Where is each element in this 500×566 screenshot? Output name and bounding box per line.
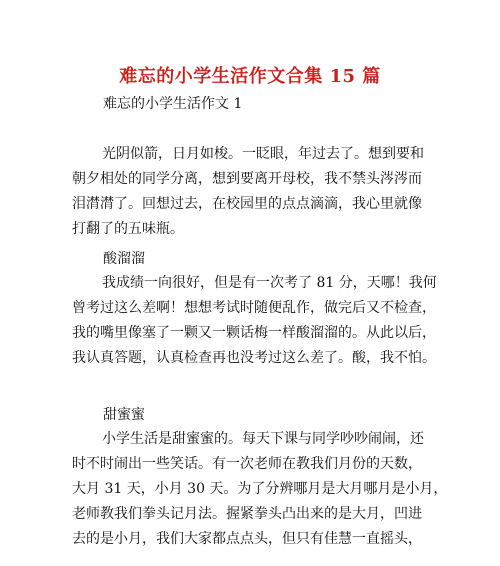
paragraph-1 xyxy=(72,142,432,242)
paragraph-2 xyxy=(72,271,437,371)
paragraph-line: 打翻了的五味瓶。 xyxy=(72,221,184,237)
paragraph-3 xyxy=(72,427,448,552)
paragraph-line: 我成绩一向很好，但是有一次考了 81 分，天哪！我何 xyxy=(102,275,437,291)
paragraph-line: 曾考过这么差啊！想想考试时随便乱作，做完后又不检查， xyxy=(72,300,436,316)
paragraph-line: 大月 31 天，小月 30 天。为了分辨哪月是大月哪月是小月， xyxy=(72,481,448,497)
document-title: 难忘的小学生活作文合集 15 篇 xyxy=(119,66,381,87)
paragraph-line: 光阴似箭，日月如梭。一眨眼，年过去了。想到要和 xyxy=(102,146,424,162)
section-heading-sweet: 甜蜜蜜 xyxy=(103,407,145,423)
paragraph-line: 小学生活是甜蜜蜜的。每天下课与同学吵吵闹闹，还 xyxy=(102,431,424,447)
paragraph-line: 我认真答题，认真检查再也没考过这么差了。酸，我不怕。 xyxy=(72,350,436,366)
section-heading-sour: 酸溜溜 xyxy=(103,251,145,267)
paragraph-line: 老师教我们拳头记月法。握紧拳头凸出来的是大月，凹进 xyxy=(72,506,422,522)
document-subtitle: 难忘的小学生活作文 1 xyxy=(103,96,243,112)
paragraph-line: 泪潸潸了。回想过去，在校园里的点点滴滴，我心里就像 xyxy=(72,196,422,212)
paragraph-line: 我的嘴里像塞了一颗又一颗话梅一样酸溜溜的。从此以后， xyxy=(72,325,436,341)
paragraph-line: 去的是小月，我们大家都点点头，但只有佳慧一直摇头， xyxy=(72,531,422,547)
paragraph-line: 朝夕相处的同学分离，想到要离开母校，我不禁头涔涔而 xyxy=(72,171,422,187)
paragraph-line: 时不时闹出一些笑话。有一次老师在教我们月份的天数， xyxy=(72,456,422,472)
